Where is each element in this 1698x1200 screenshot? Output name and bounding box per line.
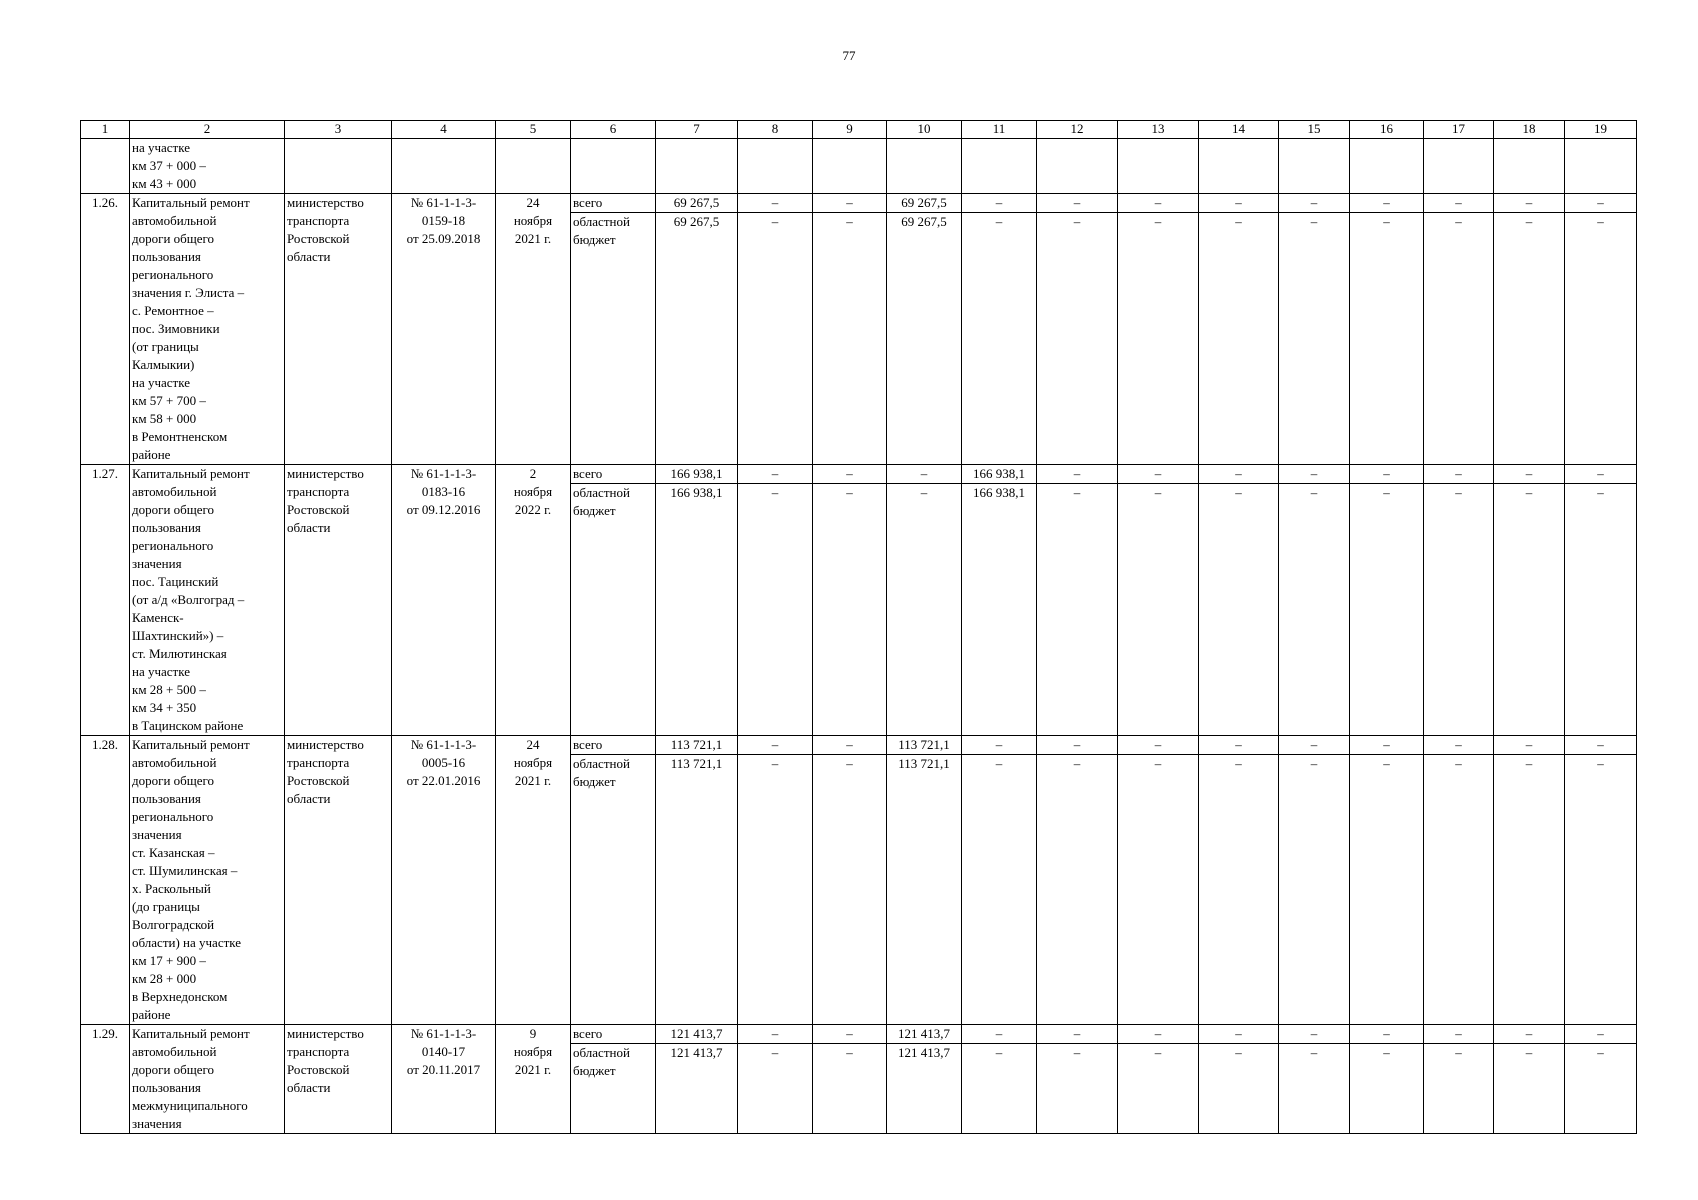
amount-cell: 113 721,1 bbox=[656, 755, 738, 1025]
amount-cell: 166 938,1 bbox=[962, 465, 1037, 484]
empty-cell bbox=[962, 139, 1037, 194]
amount-cell: – bbox=[1350, 1044, 1424, 1134]
item-number: 1.29. bbox=[81, 1025, 130, 1134]
column-header: 18 bbox=[1494, 121, 1565, 139]
amount-cell: – bbox=[1118, 736, 1199, 755]
empty-cell bbox=[1494, 139, 1565, 194]
amount-cell: – bbox=[962, 736, 1037, 755]
amount-cell: – bbox=[1565, 465, 1637, 484]
amount-cell: – bbox=[738, 194, 813, 213]
amount-cell: – bbox=[1350, 465, 1424, 484]
column-header: 2 bbox=[130, 121, 285, 139]
organization-cell: министерство транспорта Ростовской области bbox=[285, 1025, 392, 1134]
empty-cell bbox=[571, 139, 656, 194]
object-name-cell: Капитальный ремонт автомобильной дороги общего пользования регионального значения ст. Казанская – ст. Шумилинская – х. Раскольный (до границы Волгоградской области) на участке км 17 + 900 – км 28 + 000 в Верхнедонском районе bbox=[130, 736, 285, 1025]
column-header: 1 bbox=[81, 121, 130, 139]
amount-cell: – bbox=[813, 194, 887, 213]
object-name-cell: Капитальный ремонт автомобильной дороги общего пользования регионального значения г. Элиста – с. Ремонтное – пос. Зимовники (от границы Калмыкии) на участке км 57 + 700 – км 58 + 000 в Ремонтненском районе bbox=[130, 194, 285, 465]
amount-cell: – bbox=[962, 213, 1037, 465]
date-cell: 24 ноября 2021 г. bbox=[496, 736, 571, 1025]
column-header: 16 bbox=[1350, 121, 1424, 139]
amount-cell: – bbox=[1118, 484, 1199, 736]
column-header: 14 bbox=[1199, 121, 1279, 139]
amount-cell: – bbox=[1494, 484, 1565, 736]
amount-cell: – bbox=[813, 755, 887, 1025]
amount-cell: – bbox=[1424, 755, 1494, 1025]
amount-cell: – bbox=[813, 465, 887, 484]
item-number: 1.28. bbox=[81, 736, 130, 1025]
amount-cell: – bbox=[813, 736, 887, 755]
amount-cell: – bbox=[813, 1044, 887, 1134]
amount-cell: – bbox=[1565, 484, 1637, 736]
column-header: 5 bbox=[496, 121, 571, 139]
amount-cell: – bbox=[1565, 736, 1637, 755]
amount-cell: – bbox=[887, 465, 962, 484]
amount-cell: – bbox=[738, 465, 813, 484]
amount-cell: – bbox=[1037, 1044, 1118, 1134]
amount-cell: – bbox=[962, 1025, 1037, 1044]
amount-cell: 113 721,1 bbox=[887, 736, 962, 755]
empty-cell bbox=[887, 139, 962, 194]
item-number: 1.26. bbox=[81, 194, 130, 465]
amount-cell: – bbox=[1424, 736, 1494, 755]
amount-cell: – bbox=[1118, 1025, 1199, 1044]
amount-cell: – bbox=[1350, 736, 1424, 755]
empty-cell bbox=[1037, 139, 1118, 194]
column-header: 12 bbox=[1037, 121, 1118, 139]
amount-cell: – bbox=[1199, 736, 1279, 755]
empty-cell bbox=[1350, 139, 1424, 194]
amount-cell: – bbox=[1494, 1044, 1565, 1134]
amount-cell: 69 267,5 bbox=[887, 194, 962, 213]
amount-cell: – bbox=[813, 484, 887, 736]
column-header: 10 bbox=[887, 121, 962, 139]
item-number: 1.27. bbox=[81, 465, 130, 736]
empty-cell bbox=[656, 139, 738, 194]
funding-source-cell: областной бюджет bbox=[571, 213, 656, 465]
organization-cell: министерство транспорта Ростовской области bbox=[285, 194, 392, 465]
amount-cell: – bbox=[1037, 755, 1118, 1025]
amount-cell: – bbox=[738, 1044, 813, 1134]
amount-cell: – bbox=[1494, 194, 1565, 213]
page-number: 77 bbox=[842, 48, 856, 63]
amount-cell: – bbox=[1494, 465, 1565, 484]
amount-cell: – bbox=[1118, 213, 1199, 465]
date-cell: 2 ноября 2022 г. bbox=[496, 465, 571, 736]
column-header: 11 bbox=[962, 121, 1037, 139]
amount-cell: – bbox=[1424, 213, 1494, 465]
amount-cell: – bbox=[1037, 465, 1118, 484]
table-row bbox=[81, 1025, 1637, 1044]
amount-cell: – bbox=[1118, 194, 1199, 213]
amount-cell: – bbox=[1279, 194, 1350, 213]
amount-cell: – bbox=[1494, 755, 1565, 1025]
column-header: 15 bbox=[1279, 121, 1350, 139]
amount-cell: 166 938,1 bbox=[962, 484, 1037, 736]
funding-source-cell: областной бюджет bbox=[571, 1044, 656, 1134]
amount-cell: – bbox=[962, 194, 1037, 213]
table-row bbox=[81, 465, 1637, 484]
document-cell: № 61-1-1-3- 0140-17 от 20.11.2017 bbox=[392, 1025, 496, 1134]
empty-cell bbox=[738, 139, 813, 194]
amount-cell: – bbox=[887, 484, 962, 736]
amount-cell: – bbox=[1424, 1044, 1494, 1134]
amount-cell: – bbox=[1199, 465, 1279, 484]
object-name-cell: Капитальный ремонт автомобильной дороги общего пользования межмуниципального значения bbox=[130, 1025, 285, 1134]
amount-cell: – bbox=[1199, 194, 1279, 213]
object-name-cell: Капитальный ремонт автомобильной дороги общего пользования регионального значения пос. Тацинский (от а/д «Волгоград – Каменск- Шахтинский») – ст. Милютинская на участке км 28 + 500 – км 34 + 350 в Тацинском районе bbox=[130, 465, 285, 736]
funding-source-cell: всего bbox=[571, 194, 656, 213]
funding-source-cell: областной бюджет bbox=[571, 755, 656, 1025]
empty-cell bbox=[1279, 139, 1350, 194]
column-header: 7 bbox=[656, 121, 738, 139]
amount-cell: – bbox=[1279, 484, 1350, 736]
amount-cell: – bbox=[1279, 736, 1350, 755]
financing-table bbox=[80, 120, 1637, 1134]
amount-cell: 166 938,1 bbox=[656, 465, 738, 484]
document-cell: № 61-1-1-3- 0159-18 от 25.09.2018 bbox=[392, 194, 496, 465]
amount-cell: – bbox=[1350, 194, 1424, 213]
amount-cell: 121 413,7 bbox=[656, 1044, 738, 1134]
amount-cell: 121 413,7 bbox=[887, 1044, 962, 1134]
column-header: 3 bbox=[285, 121, 392, 139]
amount-cell: – bbox=[738, 213, 813, 465]
header-row bbox=[81, 121, 1637, 139]
date-cell: 9 ноября 2021 г. bbox=[496, 1025, 571, 1134]
amount-cell: – bbox=[1037, 1025, 1118, 1044]
empty-cell bbox=[392, 139, 496, 194]
amount-cell: 113 721,1 bbox=[887, 755, 962, 1025]
amount-cell: – bbox=[1118, 755, 1199, 1025]
funding-source-cell: всего bbox=[571, 465, 656, 484]
column-header: 4 bbox=[392, 121, 496, 139]
amount-cell: – bbox=[1494, 736, 1565, 755]
amount-cell: – bbox=[738, 1025, 813, 1044]
date-cell: 24 ноября 2021 г. bbox=[496, 194, 571, 465]
amount-cell: – bbox=[738, 755, 813, 1025]
amount-cell: 113 721,1 bbox=[656, 736, 738, 755]
amount-cell: – bbox=[1494, 213, 1565, 465]
amount-cell: – bbox=[1279, 465, 1350, 484]
funding-source-cell: областной бюджет bbox=[571, 484, 656, 736]
amount-cell: – bbox=[1350, 484, 1424, 736]
amount-cell: – bbox=[738, 484, 813, 736]
amount-cell: – bbox=[962, 755, 1037, 1025]
amount-cell: – bbox=[813, 213, 887, 465]
amount-cell: 69 267,5 bbox=[656, 213, 738, 465]
empty-cell bbox=[496, 139, 571, 194]
object-name-cell: на участке км 37 + 000 – км 43 + 000 bbox=[130, 139, 285, 194]
amount-cell: – bbox=[1037, 213, 1118, 465]
organization-cell: министерство транспорта Ростовской области bbox=[285, 465, 392, 736]
amount-cell: – bbox=[1350, 1025, 1424, 1044]
amount-cell: – bbox=[1279, 755, 1350, 1025]
amount-cell: – bbox=[1565, 213, 1637, 465]
empty-cell bbox=[81, 139, 130, 194]
amount-cell: – bbox=[738, 736, 813, 755]
amount-cell: – bbox=[1350, 213, 1424, 465]
organization-cell: министерство транспорта Ростовской области bbox=[285, 736, 392, 1025]
amount-cell: – bbox=[1494, 1025, 1565, 1044]
funding-source-cell: всего bbox=[571, 736, 656, 755]
amount-cell: – bbox=[1424, 194, 1494, 213]
amount-cell: – bbox=[1037, 194, 1118, 213]
table-row bbox=[81, 194, 1637, 213]
amount-cell: – bbox=[1565, 755, 1637, 1025]
column-header: 19 bbox=[1565, 121, 1637, 139]
empty-cell bbox=[1118, 139, 1199, 194]
empty-cell bbox=[285, 139, 392, 194]
amount-cell: – bbox=[1565, 1025, 1637, 1044]
amount-cell: – bbox=[1199, 213, 1279, 465]
amount-cell: – bbox=[1565, 194, 1637, 213]
amount-cell: 121 413,7 bbox=[656, 1025, 738, 1044]
empty-cell bbox=[1199, 139, 1279, 194]
amount-cell: – bbox=[1199, 1044, 1279, 1134]
amount-cell: – bbox=[1118, 1044, 1199, 1134]
amount-cell: 69 267,5 bbox=[887, 213, 962, 465]
amount-cell: – bbox=[1199, 755, 1279, 1025]
table-row bbox=[81, 736, 1637, 755]
amount-cell: – bbox=[1037, 484, 1118, 736]
amount-cell: 69 267,5 bbox=[656, 194, 738, 213]
amount-cell: – bbox=[1118, 465, 1199, 484]
funding-source-cell: всего bbox=[571, 1025, 656, 1044]
empty-cell bbox=[1424, 139, 1494, 194]
column-header: 6 bbox=[571, 121, 656, 139]
continuation-row bbox=[81, 139, 1637, 194]
document-cell: № 61-1-1-3- 0183-16 от 09.12.2016 bbox=[392, 465, 496, 736]
amount-cell: 121 413,7 bbox=[887, 1025, 962, 1044]
amount-cell: – bbox=[1424, 1025, 1494, 1044]
document-cell: № 61-1-1-3- 0005-16 от 22.01.2016 bbox=[392, 736, 496, 1025]
amount-cell: – bbox=[1424, 484, 1494, 736]
empty-cell bbox=[813, 139, 887, 194]
amount-cell: – bbox=[962, 1044, 1037, 1134]
amount-cell: – bbox=[1279, 213, 1350, 465]
amount-cell: – bbox=[813, 1025, 887, 1044]
empty-cell bbox=[1565, 139, 1637, 194]
amount-cell: 166 938,1 bbox=[656, 484, 738, 736]
amount-cell: – bbox=[1350, 755, 1424, 1025]
column-header: 9 bbox=[813, 121, 887, 139]
amount-cell: – bbox=[1565, 1044, 1637, 1134]
column-header: 13 bbox=[1118, 121, 1199, 139]
amount-cell: – bbox=[1199, 484, 1279, 736]
amount-cell: – bbox=[1424, 465, 1494, 484]
column-header: 17 bbox=[1424, 121, 1494, 139]
amount-cell: – bbox=[1279, 1044, 1350, 1134]
amount-cell: – bbox=[1037, 736, 1118, 755]
column-header: 8 bbox=[738, 121, 813, 139]
amount-cell: – bbox=[1279, 1025, 1350, 1044]
amount-cell: – bbox=[1199, 1025, 1279, 1044]
